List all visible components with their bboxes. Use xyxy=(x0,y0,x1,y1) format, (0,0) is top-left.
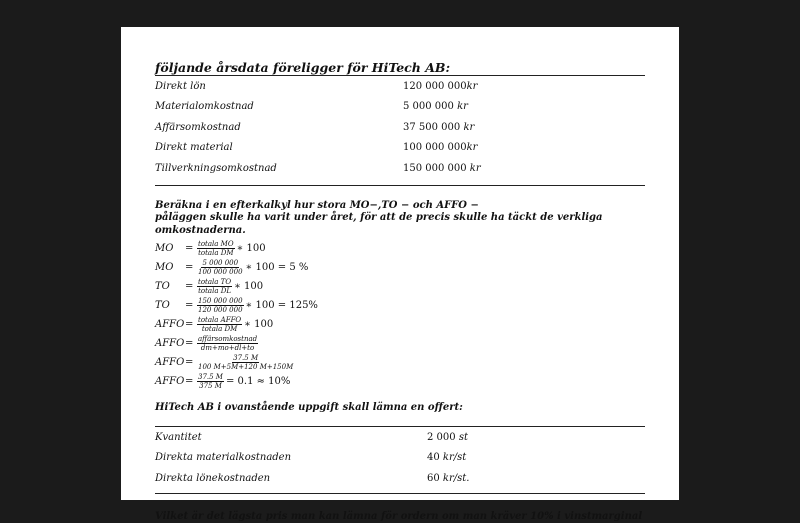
fraction: $\frac{37.5 M}{375 M}$ xyxy=(198,373,223,390)
table-row xyxy=(155,468,645,489)
fraction: $\frac{5 000 000}{100 000 000}$ xyxy=(198,259,243,276)
table-row xyxy=(155,97,645,118)
equation: MO = $\frac{5 000 000}{100 000 000}$ ∗ 100 = 5 % xyxy=(155,259,309,276)
equation-lhs: AFFO xyxy=(155,338,185,349)
row-value: 5 000 000 kr xyxy=(403,101,468,113)
row-label: Direkt lön xyxy=(155,80,206,92)
equation: AFFO = $\frac{\text{affärsomkostnad}}{dm+mo+dl+to}$ xyxy=(155,335,258,352)
equation-tail: ∗ 100 xyxy=(236,243,266,254)
table-row xyxy=(155,76,645,97)
row-label: Direkt material xyxy=(155,142,233,154)
equation-lhs: AFFO xyxy=(155,357,185,368)
fraction: $\frac{\text{totala TO}}{\text{totala DL}}$ xyxy=(198,278,232,295)
document-content xyxy=(155,61,645,523)
task-line-1: Beräkna i en efterkalkyl hur stora MO−,TO − och AFFO − xyxy=(155,199,479,211)
table-row xyxy=(155,448,645,469)
equation-tail: = 0.1 ≈ 10% xyxy=(225,376,291,387)
task-line-2: påläggen skulle ha varit under året, för att de precis skulle ha täckt de verkliga omkostnaderna. xyxy=(155,212,603,236)
table-row xyxy=(155,138,645,159)
fraction: $\frac{37.5 M}{100 M+5M+120 M+150M}$ xyxy=(198,354,294,371)
row-value: 40 kr/st xyxy=(427,452,467,464)
fraction: $\frac{\text{totala AFFO}}{\text{totala DM}}$ xyxy=(198,316,242,333)
equation-lhs: TO xyxy=(155,281,170,292)
row-value: 150 000 000 kr xyxy=(403,162,481,174)
row-value: 2 000 st xyxy=(427,431,468,443)
equation: MO = $\frac{\text{totala MO}}{\text{totala DM}}$ ∗ 100 xyxy=(155,240,266,257)
fraction: $\frac{150 000 000}{120 000 000}$ xyxy=(198,297,243,314)
offer-table xyxy=(155,427,645,489)
annual-data-table xyxy=(155,76,645,179)
equation-block xyxy=(155,239,645,391)
document-page xyxy=(121,27,679,522)
fraction: $\frac{\text{affärsomkostnad}}{dm+mo+dl+to}$ xyxy=(198,335,258,352)
equation-lhs: AFFO xyxy=(155,319,185,330)
final-question: Vilket är det lägsta pris man kan lämna för ordern om man kräver 10% i vinstmarginal xyxy=(155,510,643,522)
row-label: Tillverkningsomkostnad xyxy=(155,162,277,174)
offer-heading: HiTech AB i ovanstående uppgift skall lämna en offert: xyxy=(155,402,463,413)
row-label: Direkta materialkostnaden xyxy=(155,452,292,464)
row-value: 100 000 000kr xyxy=(403,142,478,154)
equation: TO = $\frac{150 000 000}{120 000 000}$ ∗ 100 = 125% xyxy=(155,297,318,314)
equation: AFFO = $\frac{37.5 M}{375 M}$ = 0.1 ≈ 10% xyxy=(155,373,291,390)
table-row xyxy=(155,117,645,138)
equation-tail: ∗ 100 = 125% xyxy=(245,300,318,311)
table-row xyxy=(155,427,645,448)
row-label: Direkta lönekostnaden xyxy=(155,472,271,484)
equation-tail: ∗ 100 xyxy=(234,281,264,292)
equation-lhs: MO xyxy=(155,243,174,254)
equation-lhs: AFFO xyxy=(155,376,185,387)
table-row xyxy=(155,158,645,179)
row-value: 60 kr/st. xyxy=(427,472,470,484)
equation: AFFO = $\frac{\text{totala AFFO}}{\text{totala DM}}$ ∗ 100 xyxy=(155,316,274,333)
row-value: 37 500 000 kr xyxy=(403,121,475,133)
data-heading: följande årsdata föreligger för HiTech AB: xyxy=(155,60,451,75)
fraction: $\frac{\text{totala MO}}{\text{totala DM}}$ xyxy=(198,240,234,257)
equation-lhs: MO xyxy=(155,262,174,273)
equation: AFFO = $\frac{37.5 M}{100 M+5M+120 M+150M}$ xyxy=(155,354,294,371)
equation: TO = $\frac{\text{totala TO}}{\text{totala DL}}$ ∗ 100 xyxy=(155,278,264,295)
row-value: 120 000 000kr xyxy=(403,80,478,92)
equation-lhs: TO xyxy=(155,300,170,311)
row-label: Kvantitet xyxy=(155,431,202,443)
row-label: Materialomkostnad xyxy=(155,101,254,113)
equation-tail: ∗ 100 xyxy=(244,319,274,330)
equation-tail: ∗ 100 = 5 % xyxy=(245,262,309,273)
row-label: Affärsomkostnad xyxy=(155,121,241,133)
